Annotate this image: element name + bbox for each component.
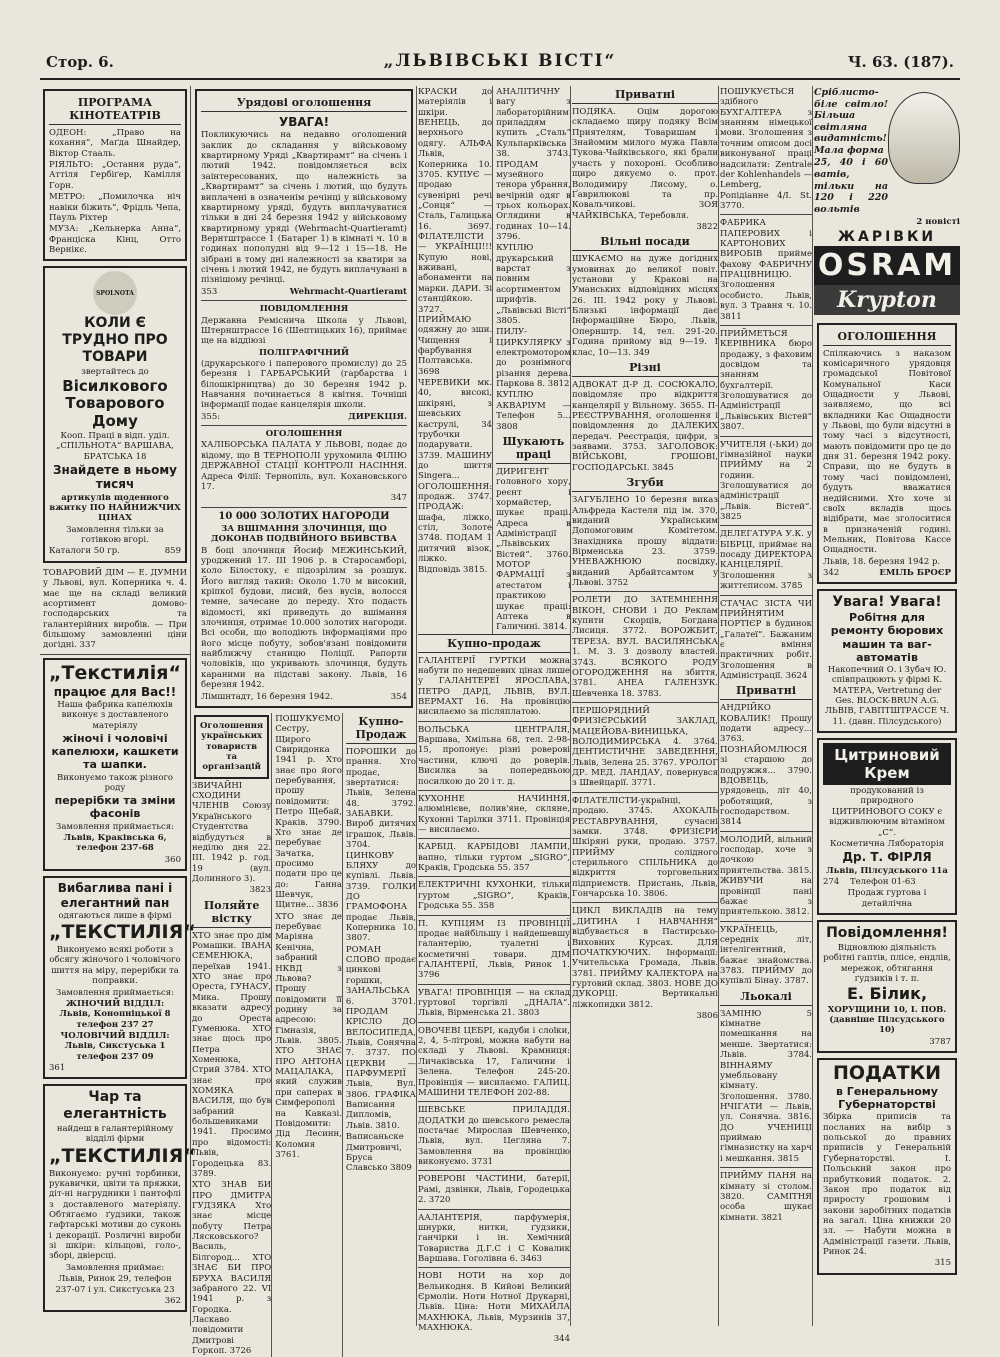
cream-name: Др. Т. ФІРЛЯ (842, 850, 932, 865)
cinema-line: ОДЕОН: „Право на кохання“, Маґда Шнайдер, Віктор Стааль. (49, 128, 181, 159)
issue-number: Ч. 63. (187). (847, 53, 954, 71)
poly-signature: ДИРЕКЦІЯ. (348, 411, 407, 422)
col5-lokali-title: Льокалі (720, 988, 812, 1006)
poly-text: (друкарського і паперового промислу) до 25 березня і ГАРБАРСЬКИЙ (гарбарства і білошкірництва) до 30 березня 1942 р. Навчання починається 8 квітня. Точніші інформації подає канцелярія школи. (201, 358, 407, 411)
savings-notice-date: Львів, 18. березня 1942 р. (823, 556, 941, 567)
official-title: Урядові оголошення (201, 94, 407, 112)
tekstylia-1-address: Львів, Краківська 6, телефон 237-68 (63, 833, 167, 854)
cream-title: Цитриновий Крем (823, 743, 951, 785)
kuplyu-text: КУПЛЮ друкарський варстат з повним асортиментом шрифтів. „Львівські Вісті“ 3805. (496, 243, 571, 326)
work-text: ДИРИГЕНТ головного хору, реєнт і хормайстер, шукає праці. Адреса в Адміністрації „Львівських Вістей“. 3760. МОТОР ФАРМАЦІЇ з атестатом і практикою шукає праці: Аптека в Галичині. 3814. (496, 466, 571, 633)
col5-text-4: УЧИТЕЛЯ (-ЬКИ) до гімназійної науки ПРИЙМУ на 2 години. Зголошуватися до адміністрації „Львів. Вістей“. 3825 (720, 439, 812, 523)
bulk-item: ЕЛЕКТРИЧНІ КУХОНКИ, тільки гуртом „SIGRO“, Краків, Гродська 55. 358 (418, 880, 570, 912)
col4-lost-text: ЗАГУБЛЕНО 10 березня виказ Альфреда Кастеля під ім. 370, виданий Українським Допомоговим Комітетом. Знахідника прошу віддати: Вірменська 23. 3759. УНЕВАЖНЮЮ посвідку, виданий Арбайтсамтом у Львові. 3752 (572, 495, 718, 589)
spilnota-logo-icon: SPOLNOTA (93, 271, 137, 315)
bilyk-ad (817, 920, 957, 1053)
tekstylia-3-code: 362 (164, 1295, 181, 1306)
cinema-line: РІЯЛЬТО: „Остання руда“, Аттіля Гербіґер, Камілля Горн. (49, 160, 181, 191)
col3-top (418, 86, 570, 634)
tekstylia-2-code: 361 (49, 1063, 66, 1074)
repair-ad (817, 589, 957, 733)
tekstylia-3-sub: найдеш в галантерійному відділі фірми (56, 1124, 174, 1145)
column-2 (192, 86, 417, 1357)
lamp-two-novelties: 2 новісті (916, 217, 960, 228)
kupno-text: ПОРОШКИ до прання. Хто продає, звертатися: Львів, Зелена 48. 3792. ЗАБАВКИ. Вироб дитячих іграшок, Львів. 3704. ЦИНКОВУ БЛЯХУ до купівлі. Львів. 3739. ГОЛКИ ДО ГРАМОФОНА продає Львів, Коперника 10. 3807. (345, 746, 416, 944)
jobs-text: ШУКАЄМО на дуже догідних умовинах до великої повіт. установи у Кракові на Уманських відповідних місцях 26. III. 1942 року у Львові. Близькі інформації дає Інформаційне Бюро, Львів, Опернштр. 14, тел. 291-20. Година прийому від 9—19. І клас, 10—13. 349 (572, 254, 718, 358)
spilnota-headline: КОЛИ Є ТРУДНО ПРО ТОВАРИ (62, 315, 168, 365)
savings-notice-text: Спілкаючись з наказом комісаричного урядовця громадської Повітової Комунальної Каси Ощадности у Львові, заявляємо, що всі вкладники Кас Ощадности у Львові, що були відсутні в тому часі з відсутності, мають повідомити про це до дня 31. березня 1942 року. Справи, що не будуть в тому часі повідомлені, будуть вважатися недійсними. Хто хоче зі своїх вкладів щось відібрати, має зголоситися в призначеній годині. Мельник, Повітова Кассе Ощадности. (823, 348, 951, 556)
taxes-code: 315 (934, 1258, 951, 1269)
savings-notice-title: ОГОЛОШЕННЯ (823, 328, 951, 346)
find-title: Поляйте вістку (192, 897, 271, 928)
uvaga-code: 353 (201, 286, 218, 297)
tekstylia-2-orders: Замовлення приймається: (56, 987, 174, 998)
reward-text: В боці злочинця Йосиф МЕЖИНСЬКИЙ, уроджений 17. III 1906 р. в Старосамборі, коло Білостоку, є підозрілим за розшук. Його вигляд такий: Около 1.70 м високий, кріпкої будови, лисий, без вусів, волосся темне, зачесане до переду. Хто подасть відомості, які приведуть до вшімання злочинця, отримає 10.000 золотих нагороди. Всі особи, що володіють інформаціями про його місце побуту, зобов'язані повідомити найближчу станицю Поліції. Рапорти чоловіків, що укривають злочинця, будуть караними на підставі закону. Львів, 16 березня 1942. (201, 545, 407, 691)
tekstylia-2-sub: одягаються лише в фірмі (58, 910, 172, 921)
col4-code: 3806 (696, 1011, 718, 1022)
reward-sub: ЗА ВШІМАННЯ ЗЛОЧИНЦЯ, ЩО ДОКОНАВ ПОДВІЙНОГО ВБИВСТВА (211, 523, 397, 545)
cream-address: Львів, Пілсудського 11а (826, 865, 948, 876)
tekstylia-ad-1 (43, 658, 187, 871)
org-notices-box (194, 715, 269, 779)
col5-text-5: ДЕЛЕГАТУРА У.К. у БІБРЦІ, приймає на посаду ДИРЕКТОРА КАНЦЕЛЯРІЇ. Зголошення з життєписом. 3785 (720, 529, 812, 592)
reward-title: 10 000 ЗОЛОТИХ НАГОРОДИ (218, 510, 390, 522)
work-title: Шукають праці (496, 433, 571, 464)
notice-title: ПОВІДОМЛЕННЯ (259, 304, 349, 315)
ogol-code: 347 (390, 493, 407, 504)
ogol-title: ОГОЛОШЕННЯ (265, 429, 343, 440)
spilnota-text: Кооп. Праці в відп. уділ. „СПІЛЬНОТА“ ВАРШАВА, БРАТСЬКА 18 (56, 430, 174, 462)
reward-code: 354 (390, 691, 407, 702)
tekstylia-1-products: жіночі і чоловічі капелюхи, кашкети та шапки. (51, 732, 179, 772)
lost-more: ХТО знає де перебуває Маріяна Кенічна, забраний НКВД з Львова? Прошу повідомити її родину за адресою: Гімназія, Львів. 3805. ХТО ЗНАЄ ПРО АНТОНА МАЦАЛАКА, який служив при саперах в Симферополі на Кавказі. Повідомити: Дід Лесинн, Коломия 3761. (275, 911, 342, 1160)
cream-lab: Косметична Лябораторія (829, 838, 945, 849)
find-text: ХТО знає про дім Ромашки. ІВАНА СЕМЕНЮКА, переїхав 1941. ХТО знає про Ореста, ГУНАСУ, Мика. Прошу вказати адресу до Ореста Гуменюка. ХТО знає щось про Петра Хоменюка, Стрий 3784. ХТО знає про ХОМЯКА ВАСИЛЯ, що був забраний большевиками 1941. Просимо про відомості: Львів, Городецька 83. 3789. (192, 930, 272, 1179)
official-notices-box (195, 89, 413, 708)
tekstylia-2-head: Вибаглива пані і елегантний пан (57, 881, 173, 910)
notice-text: Державна Реміснича Школа у Львові, Штернштрассе 16 (Шептицьких 16), приймає ще на віддіюзі (201, 315, 407, 347)
masthead-rule (40, 78, 960, 80)
bulk-code: 344 (553, 1334, 570, 1345)
lost-text: ПОШУКУЄМО Сестру, Щирого Свиридонка 1941 р. Хто знає про його перебування, прошу повідомити: Петро Щебай, Краків. 3790. Хто знає де перебуває Зачатка, просимо подати про це до: Ганна Шевчук, Щитне... 3836 (275, 713, 342, 911)
tekstylia-3-title: „ТЕКСТИЛІЯ“ (49, 1144, 196, 1167)
page-number: Стор. 6. (46, 53, 114, 71)
osram-logo: OSRAM (814, 246, 960, 285)
pilu-text: ПИЛУ-ЦИРКУЛЯРКУ з електромотором до рознімного різання дерева. Паркова 8. 3812 (496, 327, 571, 390)
cream-code: 274 (823, 877, 840, 888)
org-text: ЗВИЧАЙНІ СХОДИНИ ЧЛЕНІВ Союзу Українського Студентства відбудуться в неділю дня 22. III. 1942 р. год. 19 (вул. Долинного 3). (192, 780, 272, 884)
col4-lost-more: РОЛЕТИ ДО ЗАТЕМНЕННЯ ВІКОН, СНОВИ і ДО Реклам купити Скорців, Богдана Лисиця. 3772. ВОРОЖБИТ, ТЕРЕЗА. ВУЛ. ВАСИЛЯНСЬКА 1. М. 3. З дозволу властей. 3743. ВСЯКОГО РОДУ ОГОРОДЖЕННЯ на збиття, 3781. АНЕА ГАЛЕНЗУК. Шевченка 18. 3783. (572, 595, 718, 699)
jobs-title: Вільні посади (572, 233, 718, 251)
tekstylia-3-orders: Замовлення приймає: (65, 1262, 165, 1273)
tekstylia-2-title: „ТЕКСТИЛІЯ“ (49, 921, 196, 944)
dumny-ad: ТОВАРОВИЙ ДІМ — Е. ДУМНИ у Львові, вул. Коперника ч. 4. має ще на складі великий асортимент домово-господарських та галантерійних виробів. — При більшому замовленні ціни догідні. 337 (43, 567, 187, 651)
lemon-cream-ad (817, 738, 957, 915)
poly-code: 355: (201, 411, 221, 422)
taxes-ad (817, 1058, 957, 1275)
spilnota-code: 859 (164, 546, 181, 557)
lamp-watts: 25, 40 і 60 ватів, тільки на 120 і 220 вольтів (814, 157, 888, 215)
lamp-slogan: Сріблисто-біле світло! Більша світляна видатність! Мала форма (814, 87, 888, 156)
cream-text: продукований із природного ЦИТРИНОВОГО СОКУ є відживлюючим вітаміном „С“. (829, 786, 945, 838)
column-3 (418, 86, 571, 1345)
tekstylia-1-text: Наша фабрика капелюхів виконує з доставленого матеріялу (57, 699, 173, 731)
tekstylia-1-title: „Текстилія“ (49, 661, 181, 684)
bulk-item: РОВЕРОВІ ЧАСТИНИ, батерії, Рамі, дзвінки, Львів, Городецька 2. 3720 (418, 1174, 570, 1206)
bulk-item: УВАГА! ПРОВІНЦІЯ — на склад гуртової торгівлі „ДНАЛА“. Львів, Вірменська 21. 3803 (418, 987, 570, 1019)
ads-more: ЧЕРЕВИКИ мк. 40, високі, шкіряні, з шевських каструлі, 34 трубочки подарувати. 3739. МАШИНУ до шиття Singera... ОГОЛОШЕННЯ: продаж. 3747. ПРОДАЖ: шафа, ліжко, стіл, Золоте 3748. ПОДАМ 1 дитячий візок, ліжко. Відповідь 3815. (418, 378, 493, 575)
uvaga-title: УВАГА! (278, 115, 330, 129)
tekstylia-1-code: 360 (164, 854, 181, 865)
tekstylia-1-work: перерібки та зміни фасонів (54, 794, 176, 821)
col4-more-3: ЦИКЛ ВИКЛАДІВ на тему „ДИТИНА І НАВЧАННЯ“ відбувається в Пастирсько-Виховних Курсах. ДЛЯ ПОЧАТКУЮЧИХ. Інформації: Учительська Громада, Львів. 3781. ПРИЙМУ КАЛЕКТОРА на гуртовий склад. 3803. НОВЕ ДО ДУКОРЦІ. Вертикальні ліжкопидки 3812. (572, 906, 718, 1010)
savings-notice-code: 342 (823, 568, 840, 579)
krypton-logo: Krypton (814, 285, 960, 315)
bulk-item: ШЕВСЬКЕ ПРИЛАДДЯ. ДОДАТКИ до шевського ремесла постачає Мирослав Шевченко, Львів, вул. Цегляна 7. Замовлення на провінцію виконуємо. 3731 (418, 1105, 570, 1168)
private-title: Приватні (572, 86, 718, 104)
col5-text-10: ЗАМІНЮ 5 кімнатне помешкання на менше. Звертатися: Львів. 3784. ВІННАЯМУ умебльовану кімнату. Зголошення. 3780. НЧІГАТИ — Львів, ул. Сонячна. 3816. ДО УЧЕНИЦІ приймаю гімназистку на харч і мешкання. 3815 (720, 1008, 812, 1164)
tekstylia-2-text: Виконуємо всякі роботи з обсягу жіночого і чоловічого шиття на міру, перерібки та поправки. (49, 945, 181, 987)
col5-text-9: УКРАЇНЕЦЬ, середніх літ, інтелігентний, бажає знайомства. 3783. ПРИЙМУ до купівлі Бінау. 3787. (720, 924, 812, 987)
spilnota-find2: артикулів щоденного вжитку ПО НАЙНИЖЧИХ ЦІНАХ (49, 492, 181, 524)
cinema-title: ПРОГРАМА КІНОТЕАТРІВ (49, 94, 181, 125)
various-title: Різні (572, 359, 718, 377)
col4-more-2: ФІЛАТЕЛІСТИ-українці, продаю. 3745. АХОКАЛЬ РЕСТАВРУВАННЯ, сучасні замки. 3748. ФРИЗІЄРИ Шкіряні руки, продаю. 3757. ПРИЙМУ солідного стерильного СПІЛЬНИКА до відкриття торговельних підприємств. Пристань, Львів, Гончарська 10. 3806. (572, 795, 718, 900)
uvaga-text: Покликуючись на недавно оголошений заклик до складання у військовому квартирному Уряді „Квартирамт“ на січень і лютий 1942. повідомляється всіх заінтересованих, що належність за „Квартирамт“ за січень і лютий, що будуть виплачені в означенім речінці у військовому квартирному уряді, будуть виплачуватися тільки в дні 24 березня 1942 у військовому квартирному уряді (Wehrmacht-Quartieramt) Вернтштрассе 1 (Батарег 1) в кімнаті ч. 10 в годинах пополудні від 9—12 і 15—18. Не зібрані в тому дні належності за кватири за січень і лютий 1942, не будуть виплачувані в пізнішому речінці. (201, 130, 407, 286)
kupno-more: РОМАН СЛОВО продає цинкові горшки, ЗАНАЛЬСЬКА 6. 3701. ПРОДАМ КРІСЛО ДО ВЕЛОСИПЕДА, Львів, Сонячна 7. 3737. ПО ЦЕРКВИ — ПАРФУМЕРІЇ Львів, Вул. 3806. ГРАФІКА Ваписання Дипломів, Львів. 3810. (345, 944, 417, 1131)
various-text: АДВОКАТ Д-Р Д. СОСЮКАЛО, повідомляє про відкриття канцелярії у Вільному. 3655. П-РЕЄСТРУВАННЯ, оголошення і повідомлення до ДАЛЕКИХ передач. Реєстрація, цифри, з заявами. 3753. ЗАГОЛОВОК: ВІЙСЬКОВІ, ГРОШОВІ, ГОСПОДАРСЬКІ. 3845 (572, 379, 718, 473)
bulk-text: ГАЛАНТЕРІЇ ГУРТКИ можна набути по недешевих цінах лише у ГАЛАНТЕРЕЇ ЯРОСЛАВА, ПЕТРО ДАРД, ЛЬВІВ, ВУЛ. ВЕРМАХТ 16. На провінцію висилаємо за післяплатою. (418, 655, 570, 718)
col5-text-11: ПРИЙМУ ПАНЯ на кімнату зі столом. 3820. САМІТНЯ особа шукає кімнати. 3821 (720, 1171, 812, 1223)
private-text: ПОДЯКА. Оцім дорогою складаємо щиру подяку Всім Приятелям, Товаришам і Знайомим милого мужа Павла Тукова-Чайківського, які брали участь у похороні. Особливо щиро дякуємо о. прот. Володимиру Лисому, о. Ґаврилюкові та пр. Ковальчикові. ЗОЯ ЧАЙКІВСЬКА, Теребовля. (572, 107, 718, 221)
analit-text: АНАЛІТИЧНУ вагу з лабораторійним приладдям купить „Сталь“ Кульпарківська 38. 3743. ПРОДАМ музейного тенора убрання, вечірній одяг в трьох кольорах. Оглядини в годинах 10—14. 3796. (496, 87, 571, 243)
bilyk-text: Відновлюю діяльність робітні гаптів, плісе, ендлів, мережок, обтягання ґудзиків і т. п. (823, 942, 951, 984)
tekstylia-3-head: Чар та елегантність (63, 1089, 167, 1123)
bulk-item: ОВОЧЕВІ ЦЕБРІ, кадуби і слоїки, 2, 4, 5-літрові, можна набути на складі у Львові. Крамниця: Личаківська 17, Галичини і Зелена. Телефон 245-20. Провінція — висилаємо. ГАЛИЦ. МАШИНИ ТЕЛЕФОН 202-88. (418, 1025, 570, 1098)
column-1 (40, 86, 196, 1326)
osram-ad (814, 86, 960, 315)
taxes-sub: в Генеральному Губернаторстві (836, 1085, 938, 1112)
column-6 (814, 86, 960, 1326)
tekstylia-2-men: ЧОЛОВІЧИЙ ВІДДІЛ: Львів, Сикстуська 1 телефон 237 09 (60, 1030, 170, 1062)
light-bulb-icon (888, 92, 960, 184)
column-4 (572, 86, 719, 1326)
kupno-vals: Ваписаньске Дмитровичі, Бруса Славсько 3809 (345, 1132, 412, 1174)
bulk-item: НОВІ НОТИ на хор до Вельикодня. В Кийові Великий Єрмоліи. Ноти Нотної Друкарні, Львів. Ціна: Ноти МИХАЙЛА МАХНЮКА, Львів, Мурзинів 37, МАХНЮКА. (418, 1271, 570, 1334)
tekstylia-1-sub: працює для Вас!! (53, 684, 177, 699)
repair-sub: Робітня для ремонту бюрових машин та ваг-автоматів (830, 611, 944, 664)
bulk-item: КАРБІД. КАРБІДОВІ ЛАМПИ, вапно, тільки гуртом „SIGRO“, Краків, Гродська 55. 357 (418, 842, 570, 874)
ogol-text: ХАЛІБОРСЬКА ПАЛАТА У ЛЬВОВІ, подає до відому, що В ТЕРНОПОЛІ урухомила ФІЛІЮ ДЕРЖАВНОЇ СТАЦІЇ КОНТРОЛІ НАСІННЯ. Адреса Філії: Тернопіль, вул. Кохановського 17. (201, 440, 407, 492)
bulk-title: Купно-продаж (418, 634, 570, 653)
reward-signature: Лімшнтадт, 16 березня 1942. (201, 691, 333, 702)
savings-notice-box (817, 323, 957, 585)
tekstylia-2-women: ЖІНОЧИЙ ВІДДІЛ: Львів, Конопніцької 8 телефон 237 27 (59, 998, 171, 1030)
bilyk-code: 3787 (929, 1036, 951, 1047)
bulk-item: ВОЛЬСЬКА ЦЕНТРАЛЯ, Варшава, Хмільна 68, тел. 2-98-15, пропонує: різні роверові частини, ключі до роверів. Висилка за попередньою посилкою до 20 і т. д. (418, 724, 570, 787)
col5-text-2: ФАБРИКА ПАПЕРОВИХ і КАРТОНОВИХ ВИРОБІВ прийме фахову ФАБРИЧНУ ПРАЦІВНИЦЮ. Зголошення особисто. Львів, вул. 3 Травня ч. 10. 3811 (720, 218, 812, 322)
col5-text-8: МОЛОДИЙ, вільний господар, хоче з дочкою приятельства. 3815. ЖИВУЧИ на провінції пані бажає з приятелькою. 3812. (720, 834, 812, 918)
lamp-zharivky: ЖАРІВКИ (837, 228, 937, 245)
tekstylia-3-address: Львів, Ринок 29, телефон 237-07 і ул. Сикстуська 23 (55, 1274, 175, 1295)
repair-title: Увага! Увага! (832, 594, 942, 611)
bilyk-address: ХОРУЩИНИ 10, І. ПОВ. (давніше Пілсудського 10) (827, 1004, 947, 1036)
bulk-item: П. КУПЦЯМ ІЗ ПРОВІНЦІЇ продає найбільшу і найдешевшу галантерію, туалетні і косметичні товари. ДІМ ГАЛАНТЕРІЇ, Львів, Ринок 1. 3796 (418, 918, 570, 981)
spilnota-sub: звертайтесь до (81, 366, 149, 377)
ads-text: КРАСКИ до матеріялів і шкіри. ВЕНЕЦЬ, до верхнього одягу. АЛЬФА Львів, Коперника 10. 3705. КУПУЄ — продаю сувенірні речі „Сонця“ — Сталь, Галицька 16. 3697. ФІЛАТЕЛІСТИ — УКРАЇНЦІ!!! Купую нові, вживані, абонаменти на марки. ДАРИ. Зі станційкою. 3727. ПРИЙМАЮ одяжну до зши. Чищення і фарбування Полтавська. 3698 (418, 87, 493, 377)
spilnota-ad (43, 266, 187, 563)
masthead (40, 44, 960, 76)
cinema-line: МУЗА: „Кельнерка Анна“, Франціска Кінц, Отто Вернікє. (49, 224, 181, 255)
cream-phone: Телефон 01-63 (849, 877, 916, 888)
find-more: ХТО ЗНАВ БИ ПРО ДМИТРА ГУДЗЯКА Хто знає місце побуту Петра Лясковського? Василь, Білгород... ХТО ЗНАЄ БИ ПРО БРУХА ВАСИЛЯ забраного 22. VI 1941 р. з Городка. Ласкаво повідомити Дмитрові Горкоп. 3726 (192, 1180, 272, 1357)
taxes-title: ПОДАТКИ (832, 1062, 942, 1085)
spilnota-name: Вісилкового Товарового Дому (62, 377, 168, 430)
repair-text: Накопечний О. і Зубач Ю. співпрацюють у фірмі К. МАТЕРА, Vertretung der Ges. BLOCK-BRUN A.G. ЛЬВІВ, ГАВПТШТРАССЕ Ч. 11. (давн. Пілсудського) (824, 664, 950, 727)
col2-subcolumns (192, 713, 416, 1357)
poly-title: ПОЛІГРАФІЧНИЙ (258, 347, 349, 358)
bilyk-name: Е. Білик, (846, 984, 928, 1004)
spilnota-orders: Замовлення тільки за готівкою вгорі. (66, 524, 164, 546)
kupno-title: Купно-Продаж (346, 713, 416, 744)
org-title: Оголошення українських товариств та організацій (200, 720, 264, 773)
col4-more-1: ПЕРШОРЯДНИЙ ФРИЗІЄРСЬКИЙ ЗАКЛАД, МАЦЕЙОВА-ВИНИЦЬКА, ВОЛОДИМИРСЬКА 4. 3764. ДЕНТИСТИЧНЕ ЗАВЕДЕННЯ, Львів, Зелена 25. 3767. УРОЛОГ ДР. МЕД. ЛАНДАУ, повернувся з Швейцарії. 3771. (572, 705, 718, 789)
column-5 (720, 86, 813, 1326)
org-code: 3823 (249, 885, 272, 896)
bilyk-title: Повідомлення! (826, 925, 948, 942)
tekstylia-1-orders: Замовлення приймається: (56, 821, 174, 832)
newspaper-title: „ЛЬВІВСЬКІ ВІСТІ“ (383, 51, 617, 71)
cinema-program-box (43, 89, 187, 261)
cinema-line: МЕТРО: „Помилочка ніч навіки біжить“, Фрідль Чепа, Пауль Ріхтер (49, 192, 181, 223)
bulk-item: ААЛАНТЕРІЯ, парфумерія, шнурки, нитки, ґудзики, ганчірки і ін. Хемічний Товариства Д.Г.С і С Ковалик Варшава. Гоголівна 6. 3463 (418, 1212, 570, 1264)
col5-text-3: ПРИЙМЕТЬСЯ КЕРІВНИКА бюро продажу, з фаховим досвідом та знанням бухгалтерії. Зголошуватися до Адміністрації „Львівських Вістей“ 3807. (720, 328, 812, 433)
savings-notice-signature: ЕМІЛЬ БРОЄР (879, 568, 951, 579)
col5-private-title: Приватні (720, 682, 812, 700)
tekstylia-3-text: Виконуємо: ручні торбинки, рукавички, цвіти та пряжки, діт-ні нагрудники і пантофлі з доставленого матеріялу. Обтягаємо ґудзики, також гафтарські мотиви до суконь і декорації. Розличні вироби зі шкіри: кільщові, голо-, зборі, двіерсці. (49, 1168, 181, 1262)
col5-text-1: ПОШУКУЄТЬСЯ здібного БУХГАЛТЕРА з знанням німецької мови. Зголошення з точним описом досі виконуваної праці надсилати: Zentrale der Kohlenhandels — Lemberg, Ропідіанне 4/І. St. 3770. (720, 87, 812, 211)
col4-lost-title: Згуби (572, 474, 718, 492)
col5-text-6: СТАЧАС ЗІСТА ЧИ ПРИЙНЯТИМ ПОРТІЄР в будинок „Галатеї“. Бажаним є вміння практичних робіт. Зголошення в Адміністрації. 3624 (720, 598, 812, 682)
kup-cap-text: КУПЛЮ АКВАРІУМ — Телефон 5... 3808 (496, 390, 571, 432)
cream-sale: Продаж гуртова і детайлічна (847, 888, 927, 909)
uvaga-signature: Wehrmacht-Quartieramt (289, 286, 407, 297)
spilnota-find: Знайдете в ньому тисяч (53, 462, 177, 492)
tekstylia-1-also: Виконуємо також різного роду (56, 772, 174, 793)
bulk-item: КУХОННЕ НАЧИННЯ, алюмінієве, полив'яне, скляне, Кухонні Тарілки 3711. Провінція — висилаємо. (418, 793, 570, 835)
col5-text-7: АНДРІЙКО КОВАЛИК! Прошу подати адресу... 3763. ПОЗНАЙОМЛЮСЯ зі старшою до подружжя... 3790. ВДОВЕЦЬ, урядовець, літ 40, роботящий, з господарством. 3814 (720, 703, 812, 828)
taxes-text: Збірка приписів та посланих на вибір з польської до правних приписів у Генеральній Губернаторстві. І. Польський закон про прибутковий податок. 2. Закон про податок від приросту грошовим і закони заробітних податків на загал. Ціна книжки 20 зл. — Набути можна в Адміністрації газети. Львів, Ринок 24. (823, 1112, 951, 1258)
spilnota-catalog: Каталоги 50 гр. (49, 546, 120, 557)
tekstylia-ad-2 (43, 876, 196, 1079)
tekstylia-ad-3 (43, 1084, 196, 1312)
private-code: 3822 (696, 221, 718, 232)
